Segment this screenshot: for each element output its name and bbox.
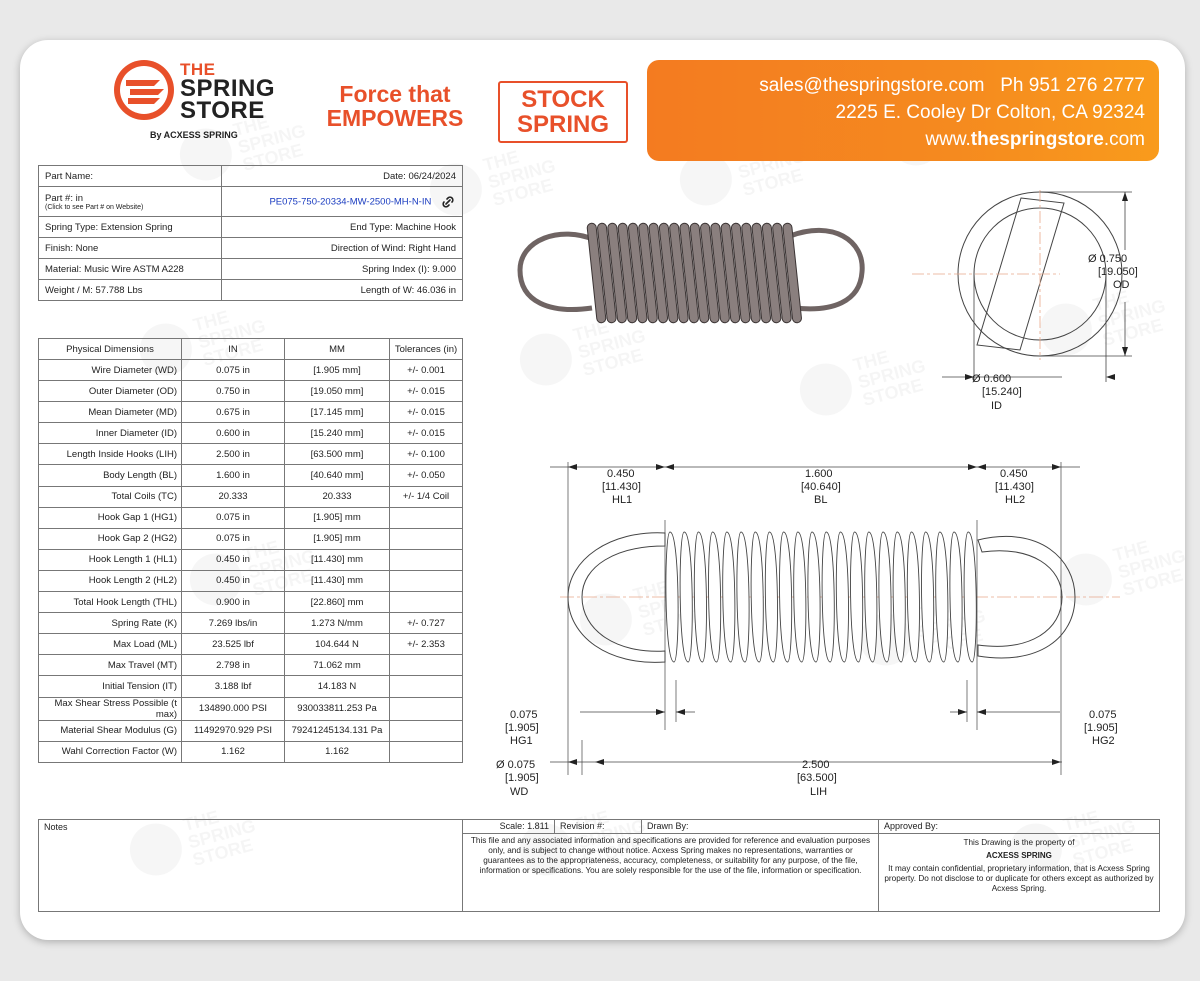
value-in: 0.450 in xyxy=(182,549,285,570)
id-in: Ø 0.600 xyxy=(972,373,1012,385)
table-row xyxy=(39,741,463,762)
coil xyxy=(765,532,777,662)
table-row xyxy=(39,381,463,402)
table-row xyxy=(39,697,463,720)
dimension-name: Wire Diameter (WD) xyxy=(39,360,182,381)
notes-cell xyxy=(39,820,463,912)
value-mm: [1.905] mm xyxy=(285,507,390,528)
header-in: IN xyxy=(182,339,285,360)
bl-mm: [40.640] xyxy=(801,481,841,493)
coil xyxy=(822,532,834,662)
value-in: 0.450 in xyxy=(182,570,285,591)
hg1-in: 0.075 xyxy=(510,709,538,721)
dimension-name: Spring Rate (K) xyxy=(39,613,182,634)
tolerance: +/- 0.727 xyxy=(390,613,463,634)
approved-by: Approved By: xyxy=(879,820,1160,834)
table-row xyxy=(39,655,463,676)
link-icon[interactable] xyxy=(440,196,456,208)
value-in: 0.900 in xyxy=(182,592,285,613)
right-hook xyxy=(790,230,862,308)
brand-line-2: SPRING xyxy=(180,75,276,102)
id-label: ID xyxy=(991,400,1002,412)
value-mm: [63.500 mm] xyxy=(285,444,390,465)
hl1-label: HL1 xyxy=(612,494,633,506)
table-row xyxy=(39,720,463,741)
spring-store-logo-icon xyxy=(112,58,176,122)
value-in: 1.162 xyxy=(182,741,285,762)
value-in: 134890.000 PSI xyxy=(182,697,285,720)
tolerance: +/- 0.015 xyxy=(390,402,463,423)
spring-index: Spring Index (I): 9.000 xyxy=(222,259,463,280)
part-name-label: Part Name: xyxy=(39,166,222,187)
scale: Scale: 1.811 xyxy=(463,820,555,834)
property-cell xyxy=(879,834,1160,912)
part-number-cell xyxy=(39,187,222,217)
tolerance xyxy=(390,697,463,720)
hl1-mm: [11.430] xyxy=(602,481,641,493)
value-in: 2.500 in xyxy=(182,444,285,465)
table-row xyxy=(39,549,463,570)
table-row xyxy=(39,423,463,444)
physical-dimensions-table xyxy=(38,338,463,763)
value-in: 23.525 lbf xyxy=(182,634,285,655)
value-mm: [1.905 mm] xyxy=(285,360,390,381)
hg2-in: 0.075 xyxy=(1089,709,1117,721)
tolerance: +/- 0.100 xyxy=(390,444,463,465)
notes-label: Notes xyxy=(44,822,68,832)
lih-label: LIH xyxy=(810,786,828,798)
table-row xyxy=(39,634,463,655)
lih-in: 2.500 xyxy=(802,759,830,771)
tolerance: +/- 0.001 xyxy=(390,360,463,381)
table-row xyxy=(39,592,463,613)
address: 2225 E. Cooley Dr Colton, CA 92324 xyxy=(835,102,1145,123)
dimension-name: Total Coils (TC) xyxy=(39,486,182,507)
hl2-label: HL2 xyxy=(1005,494,1026,506)
part-number-link[interactable]: PE075-750-20334-MW-2500-MH-N-IN xyxy=(269,196,432,208)
value-mm: 71.062 mm xyxy=(285,655,390,676)
table-row xyxy=(39,613,463,634)
table-row xyxy=(39,166,463,187)
coil xyxy=(737,532,749,662)
dimension-name: Max Shear Stress Possible (t max) xyxy=(39,697,182,720)
table-row xyxy=(39,486,463,507)
stock-spring-badge xyxy=(498,81,628,143)
dimension-name: Initial Tension (IT) xyxy=(39,676,182,697)
dimension-name: Inner Diameter (ID) xyxy=(39,423,182,444)
coil xyxy=(794,532,806,662)
spring-illustration xyxy=(520,223,862,323)
hl1-in: 0.450 xyxy=(607,468,635,480)
tolerance: +/- 0.015 xyxy=(390,423,463,444)
by-acxess-label: By ACXESS SPRING xyxy=(150,130,238,140)
dimension-name: Length Inside Hooks (LIH) xyxy=(39,444,182,465)
table-row xyxy=(39,259,463,280)
table-row xyxy=(39,187,463,217)
wd-in: Ø 0.075 xyxy=(496,759,536,771)
dimension-name: Hook Length 2 (HL2) xyxy=(39,570,182,591)
value-mm: 20.333 xyxy=(285,486,390,507)
value-mm: 1.273 N/mm xyxy=(285,613,390,634)
dimension-name: Mean Diameter (MD) xyxy=(39,402,182,423)
website-link[interactable]: www.thespringstore.com xyxy=(925,129,1145,150)
value-mm: [11.430] mm xyxy=(285,549,390,570)
hl2-in: 0.450 xyxy=(1000,468,1028,480)
stock-line-1: STOCK xyxy=(521,86,605,113)
coil xyxy=(851,532,863,662)
coil xyxy=(751,532,763,662)
bl-in: 1.600 xyxy=(805,468,833,480)
confidential-notice: It may contain confidential, proprietary information, that is Acxess Spring property. Do not disclose to or duplicate for others except as authorized by Acxess Spring. xyxy=(884,864,1154,893)
brand-line-3: STORE xyxy=(180,97,265,124)
table-row xyxy=(39,528,463,549)
value-mm: 1.162 xyxy=(285,741,390,762)
table-row xyxy=(39,217,463,238)
table-row xyxy=(39,360,463,381)
dimension-name: Hook Gap 1 (HG1) xyxy=(39,507,182,528)
value-mm: 930033811.253 Pa xyxy=(285,697,390,720)
phone-number: Ph 951 276 2777 xyxy=(1000,75,1145,96)
date-value: Date: 06/24/2024 xyxy=(222,166,463,187)
coil xyxy=(694,532,706,662)
hg2-mm: [1.905] xyxy=(1084,722,1118,734)
hg2-label: HG2 xyxy=(1092,735,1115,747)
value-in: 11492970.929 PSI xyxy=(182,720,285,741)
tolerance xyxy=(390,549,463,570)
acxess-logo: ACXESS SPRING xyxy=(986,851,1052,860)
table-row xyxy=(39,570,463,591)
value-in: 3.188 lbf xyxy=(182,676,285,697)
id-mm: [15.240] xyxy=(982,386,1022,398)
dimension-name: Hook Length 1 (HL1) xyxy=(39,549,182,570)
table-row xyxy=(39,444,463,465)
hg1-mm: [1.905] xyxy=(505,722,539,734)
wind-direction: Direction of Wind: Right Hand xyxy=(222,238,463,259)
value-in: 0.075 in xyxy=(182,528,285,549)
table-row xyxy=(39,507,463,528)
table-header-row xyxy=(39,339,463,360)
value-in: 2.798 in xyxy=(182,655,285,676)
tagline-line-1: Force that xyxy=(339,81,451,107)
dimension-name: Body Length (BL) xyxy=(39,465,182,486)
spring-type: Spring Type: Extension Spring xyxy=(39,217,222,238)
drawing-sheet xyxy=(20,40,1185,940)
tolerance xyxy=(390,655,463,676)
value-in: 0.075 in xyxy=(182,360,285,381)
weight: Weight / M: 57.788 Lbs xyxy=(39,280,222,301)
part-number-note: (Click to see Part # on Website) xyxy=(45,203,144,211)
part-info-table xyxy=(38,165,463,301)
coil xyxy=(666,532,678,662)
value-in: 0.075 in xyxy=(182,507,285,528)
value-in: 20.333 xyxy=(182,486,285,507)
coil xyxy=(680,532,692,662)
tagline-line-2: EMPOWERS xyxy=(326,105,464,131)
value-in: 0.750 in xyxy=(182,381,285,402)
brand-line-1: THE xyxy=(180,60,216,79)
tolerance: +/- 2.353 xyxy=(390,634,463,655)
coil xyxy=(808,532,820,662)
header-dimension: Physical Dimensions xyxy=(39,339,182,360)
disclaimer: This file and any associated information and specifications are provided for reference and evaluation purposes only, and is subject to change without notice. Acxess Spring makes no representations, warranties or guarantees as to the appropriateness, accuracy, completeness, or suitability for any purpose, of the file, information or specifications. You are solely responsible for the use of the file, information or specification. xyxy=(463,834,879,912)
length-of-wire: Length of W: 46.036 in xyxy=(222,280,463,301)
value-mm: [11.430] mm xyxy=(285,570,390,591)
tolerance xyxy=(390,570,463,591)
dimension-name: Outer Diameter (OD) xyxy=(39,381,182,402)
part-number-cell-value xyxy=(222,187,463,217)
value-mm: 79241245134.131 Pa xyxy=(285,720,390,741)
contact-banner xyxy=(647,60,1159,161)
od-in: Ø 0.750 xyxy=(1088,253,1128,265)
table-row xyxy=(39,238,463,259)
title-block xyxy=(38,819,1160,912)
tolerance xyxy=(390,507,463,528)
lih-mm: [63.500] xyxy=(797,772,837,784)
dimension-name: Total Hook Length (THL) xyxy=(39,592,182,613)
stock-line-2: SPRING xyxy=(516,111,609,138)
bl-label: BL xyxy=(814,494,828,506)
dimension-name: Max Load (ML) xyxy=(39,634,182,655)
coil xyxy=(836,532,848,662)
value-mm: [1.905] mm xyxy=(285,528,390,549)
material: Material: Music Wire ASTM A228 xyxy=(39,259,222,280)
value-mm: 14.183 N xyxy=(285,676,390,697)
tolerance xyxy=(390,720,463,741)
od-mm: [19.050] xyxy=(1098,266,1138,278)
header-tolerance: Tolerances (in) xyxy=(390,339,463,360)
dimension-name: Max Travel (MT) xyxy=(39,655,182,676)
coil xyxy=(780,532,792,662)
value-in: 0.600 in xyxy=(182,423,285,444)
tolerance: +/- 0.015 xyxy=(390,381,463,402)
tolerance: +/- 0.050 xyxy=(390,465,463,486)
contact-line-1 xyxy=(647,72,1145,99)
drawn-by: Drawn By: xyxy=(642,820,879,834)
table-row xyxy=(39,465,463,486)
value-in: 7.269 lbs/in xyxy=(182,613,285,634)
left-hook xyxy=(520,234,595,309)
table-row xyxy=(39,676,463,697)
od-label: OD xyxy=(1113,279,1130,291)
dimension-name: Material Shear Modulus (G) xyxy=(39,720,182,741)
value-in: 0.675 in xyxy=(182,402,285,423)
dimension-name: Wahl Correction Factor (W) xyxy=(39,741,182,762)
value-mm: [40.640 mm] xyxy=(285,465,390,486)
value-in: 1.600 in xyxy=(182,465,285,486)
table-row xyxy=(39,280,463,301)
end-type: End Type: Machine Hook xyxy=(222,217,463,238)
tolerance xyxy=(390,741,463,762)
finish: Finish: None xyxy=(39,238,222,259)
tolerance xyxy=(390,676,463,697)
value-mm: 104.644 N xyxy=(285,634,390,655)
value-mm: [19.050 mm] xyxy=(285,381,390,402)
revision: Revision #: xyxy=(555,820,642,834)
tagline xyxy=(320,82,470,130)
property-line: This Drawing is the property of xyxy=(963,838,1075,847)
table-row xyxy=(39,402,463,423)
part-number-label: Part #: in xyxy=(45,192,84,204)
value-mm: [17.145 mm] xyxy=(285,402,390,423)
watermark xyxy=(794,338,932,425)
coil xyxy=(723,532,735,662)
header-mm: MM xyxy=(285,339,390,360)
tolerance xyxy=(390,528,463,549)
brand-name xyxy=(180,62,275,122)
value-mm: [15.240 mm] xyxy=(285,423,390,444)
dimension-name: Hook Gap 2 (HG2) xyxy=(39,528,182,549)
wd-label: WD xyxy=(510,786,529,798)
email-link[interactable]: sales@thespringstore.com xyxy=(759,75,985,96)
hg1-label: HG1 xyxy=(510,735,533,747)
value-mm: [22.860] mm xyxy=(285,592,390,613)
wd-mm: [1.905] xyxy=(505,772,539,784)
coil xyxy=(709,532,721,662)
watermark xyxy=(1054,528,1185,615)
hl2-mm: [11.430] xyxy=(995,481,1034,493)
tolerance xyxy=(390,592,463,613)
tolerance: +/- 1/4 Coil xyxy=(390,486,463,507)
watermark xyxy=(1034,278,1172,365)
